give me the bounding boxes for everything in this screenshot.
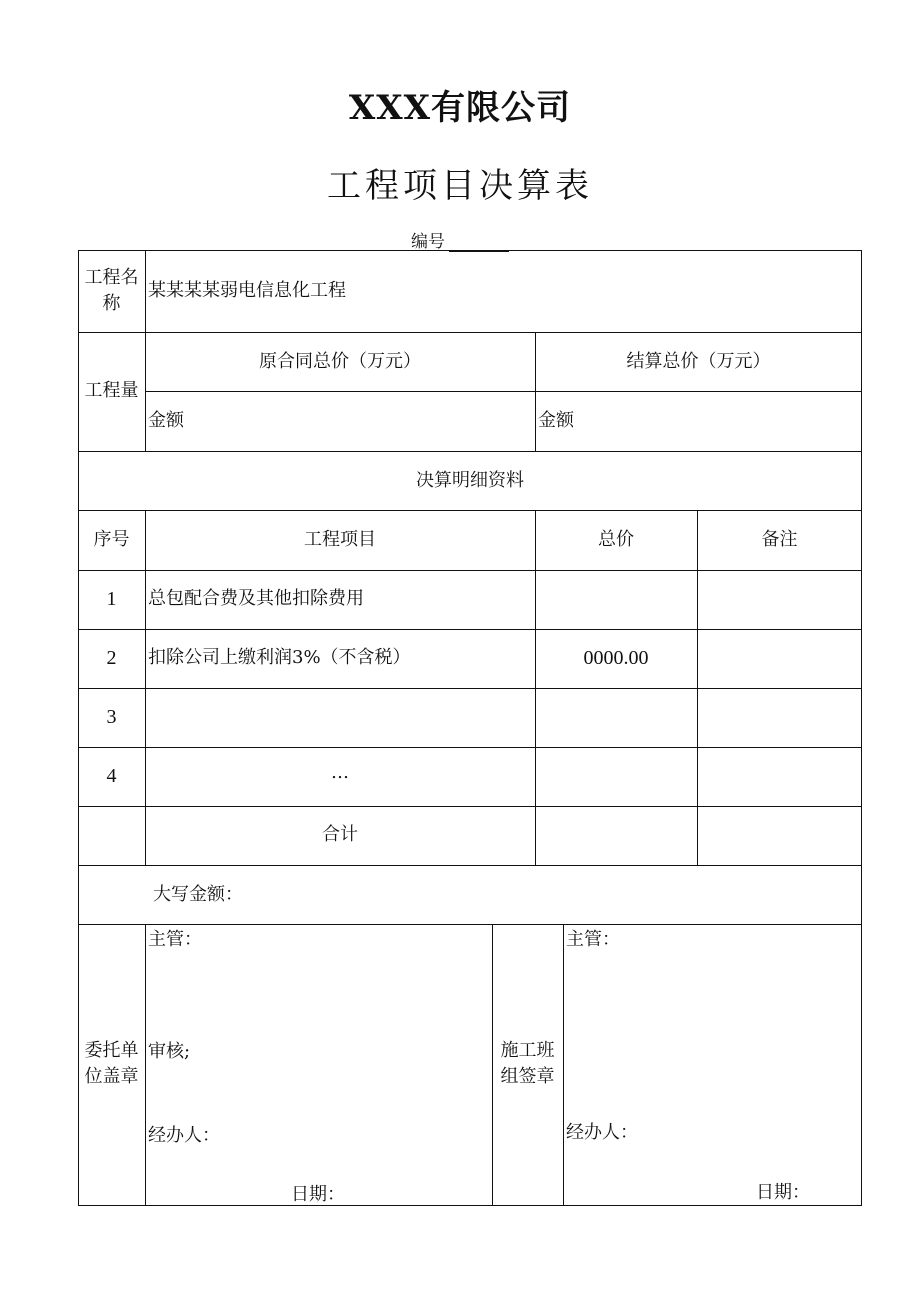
project-name-label-line2: 称 [102,293,121,315]
project-name-value[interactable]: 某某某某弱电信息化工程 [148,280,346,301]
settlement-total-header: 结算总价（万元） [626,351,771,372]
row-1-no: 1 [106,588,117,610]
rule [78,865,862,866]
row-3-no: 3 [106,706,117,728]
row-2-no: 2 [106,647,117,669]
column-header-note: 备注 [761,529,798,550]
rule [78,924,862,925]
original-total-header: 原合同总价（万元） [259,351,421,372]
rule [78,451,862,452]
column-header-total: 总价 [598,529,634,550]
project-name-label-line1: 工程名 [84,267,139,288]
row-2-total[interactable]: 0000.00 [583,647,649,669]
rule [78,332,862,333]
team-handler-label[interactable]: 经办人： [566,1122,638,1143]
rule [145,924,146,1206]
project-name-label [78,265,145,317]
sum-label: 合计 [322,824,358,845]
team-seal-label-line1: 施工班 [500,1040,555,1061]
settlement-amount-label[interactable]: 金额 [538,410,574,431]
client-seal-label-line2: 位盖章 [84,1066,139,1088]
client-handler-label[interactable]: 经办人： [148,1125,220,1146]
client-review-label[interactable]: 审核; [148,1041,191,1062]
row-2-item[interactable]: 扣除公司上缴利润3%（不含税） [148,647,411,668]
rule [78,629,862,630]
team-seal-label [492,1038,563,1090]
rule [145,391,862,392]
document-number [0,227,920,252]
client-manager-label[interactable]: 主管： [148,929,202,950]
details-section-title: 决算明细资料 [416,470,524,491]
rule [78,688,862,689]
capital-amount-label[interactable]: 大写金额： [153,884,243,905]
document-number-label: 编号 [411,232,445,252]
company-name: XXX有限公司 [348,88,572,128]
rule [145,510,146,865]
rule [535,510,536,865]
table-border [78,250,862,1206]
rule [78,570,862,571]
client-date-label[interactable]: 日期： [291,1184,345,1205]
row-4-item[interactable]: … [331,762,349,783]
row-4-no: 4 [106,765,117,787]
team-seal-label-line2: 组签章 [500,1066,555,1088]
rule [78,747,862,748]
client-seal-label-line1: 委托单 [84,1040,139,1061]
page-title: 工程项目决算表 [327,166,593,206]
project-quantity-label: 工程量 [84,380,139,401]
settlement-table [78,250,862,1206]
rule [697,510,698,865]
team-date-label[interactable]: 日期： [756,1182,810,1203]
row-1-item[interactable]: 总包配合费及其他扣除费用 [148,588,364,609]
column-header-no: 序号 [93,529,130,550]
rule [78,510,862,511]
client-seal-label [78,1038,145,1090]
original-amount-label[interactable]: 金额 [148,410,184,431]
rule [78,806,862,807]
column-header-item: 工程项目 [304,529,376,550]
rule [563,924,564,1206]
team-manager-label[interactable]: 主管： [566,929,620,950]
